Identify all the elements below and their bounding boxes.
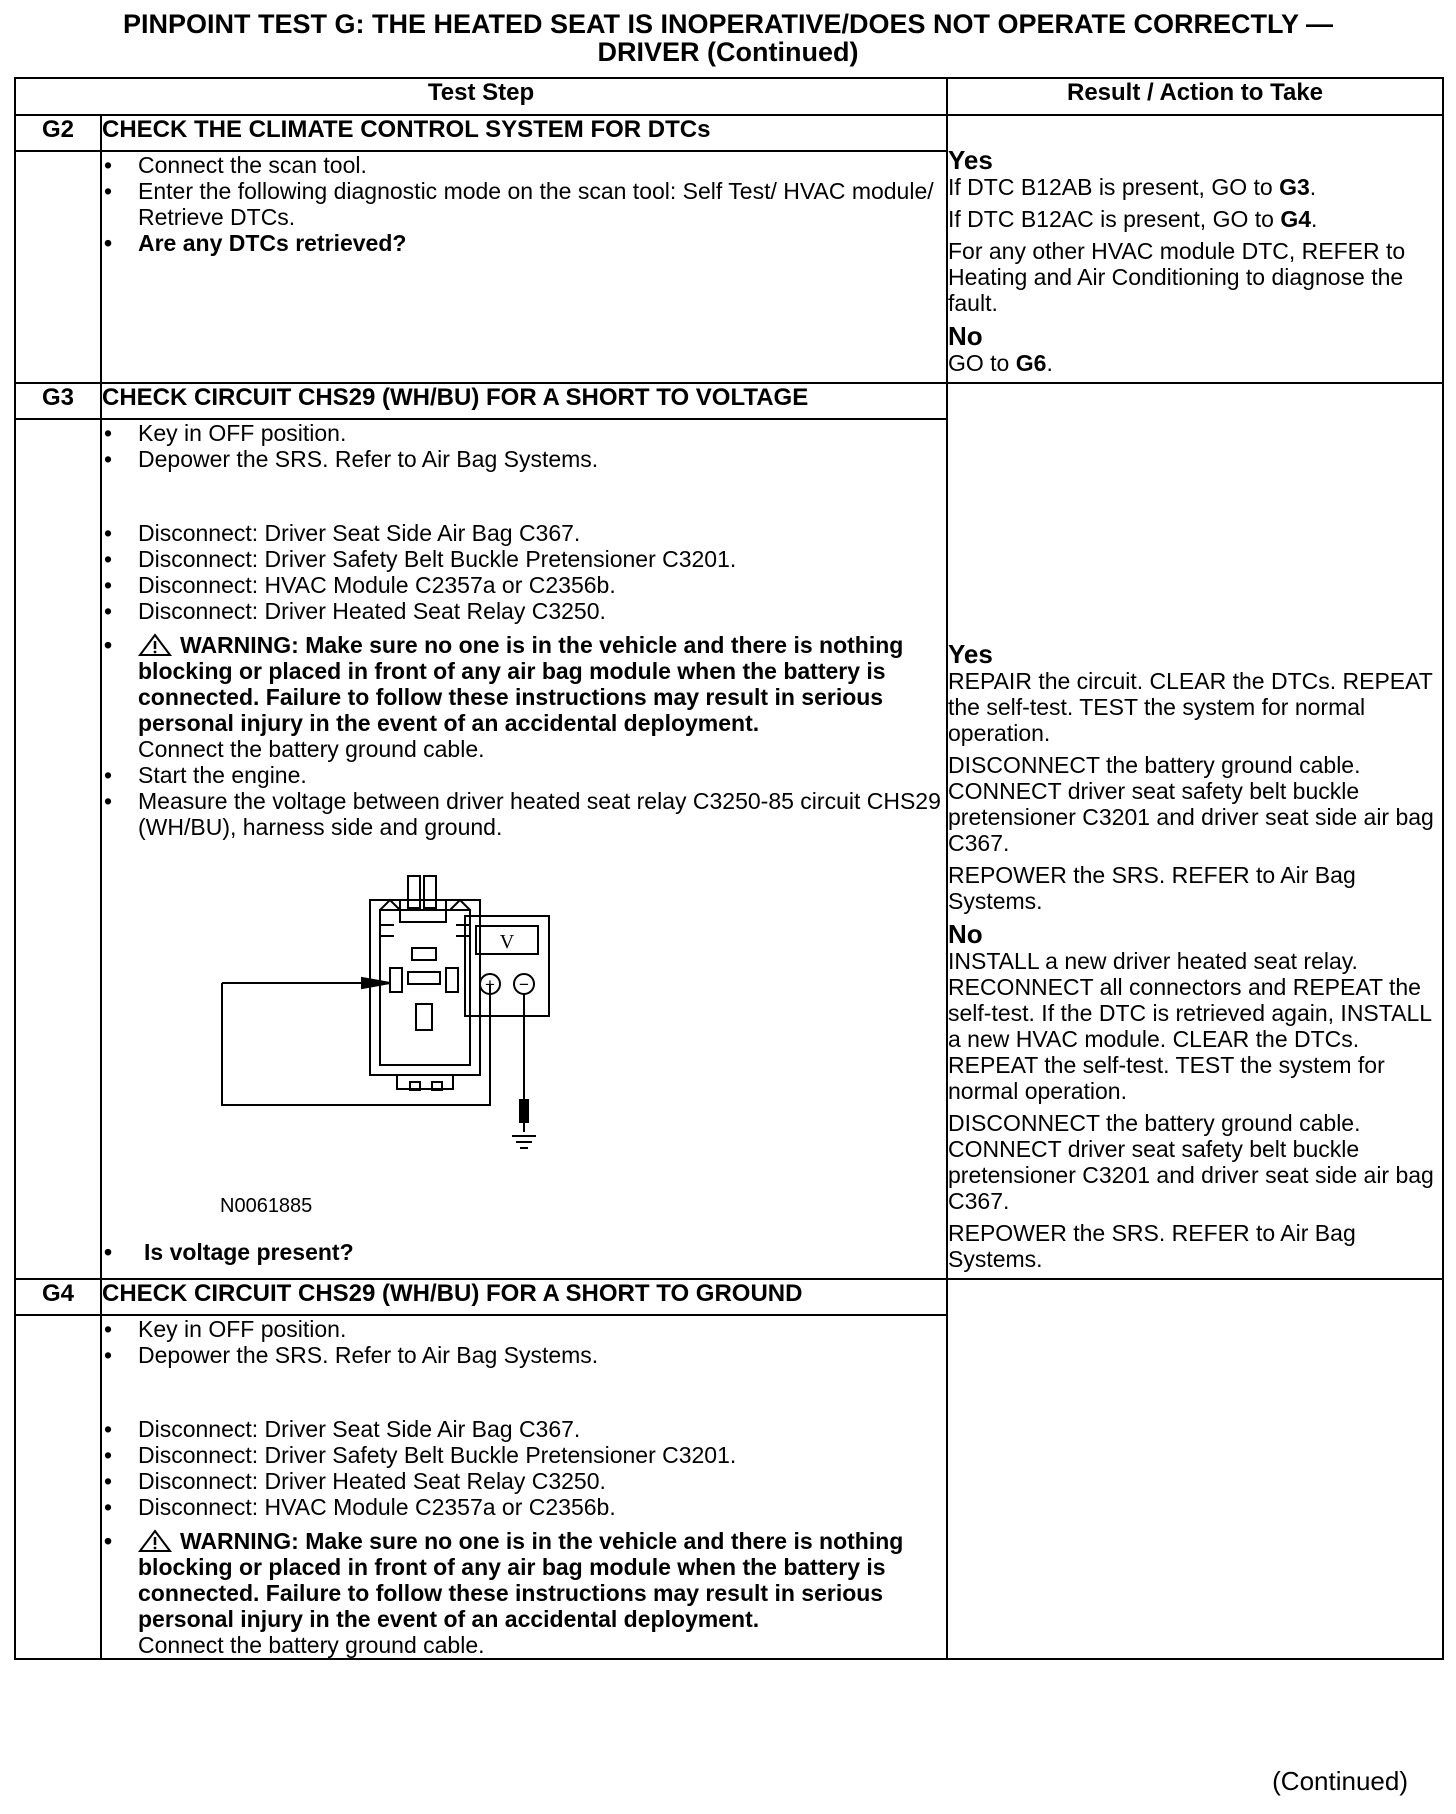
- result-g4: [947, 1279, 1443, 1659]
- g3-step-b2: • Disconnect: Driver Safety Belt Buckle Pretensioner C3201.: [102, 546, 946, 572]
- g2-no-label: No: [948, 321, 983, 351]
- g2-step-1: • Connect the scan tool.: [102, 152, 946, 178]
- step-title-g2: CHECK THE CLIMATE CONTROL SYSTEM FOR DTCs: [101, 115, 947, 151]
- g4-step-b2: • Disconnect: Driver Safety Belt Buckle Pretensioner C3201.: [102, 1442, 946, 1468]
- g4-step-b1: • Disconnect: Driver Seat Side Air Bag C367.: [102, 1416, 946, 1442]
- step-title-g4: CHECK CIRCUIT CHS29 (WH/BU) FOR A SHORT TO GROUND: [101, 1279, 947, 1315]
- g3-step-a2: • Depower the SRS. Refer to Air Bag Systems.: [102, 446, 946, 472]
- g3-step-b1: • Disconnect: Driver Seat Side Air Bag C367.: [102, 520, 946, 546]
- result-g2: [947, 115, 1443, 383]
- g3-step-a1: • Key in OFF position.: [102, 420, 946, 446]
- g3-no-p3: REPOWER the SRS. REFER to Air Bag Systems.: [948, 1220, 1356, 1272]
- meter-plus: +: [485, 975, 495, 994]
- g3-after-warning: Connect the battery ground cable.: [138, 736, 485, 762]
- g3-no-p2: DISCONNECT the battery ground cable. CONNECT driver seat safety belt buckle pretensioner C3201 and driver seat side air bag C367.: [948, 1110, 1434, 1214]
- warning-triangle-icon: [138, 633, 172, 657]
- g3-no-label: No: [948, 919, 983, 949]
- g4-step-a2: • Depower the SRS. Refer to Air Bag Systems.: [102, 1342, 946, 1368]
- page-title: [0, 10, 1456, 66]
- g4-step-a1: • Key in OFF position.: [102, 1316, 946, 1342]
- page-title-line-2: DRIVER (Continued): [597, 37, 859, 67]
- step-g3-title-row: [15, 383, 1443, 419]
- pinpoint-test-table: [14, 77, 1444, 1660]
- figure-id: N0061885: [220, 1195, 313, 1217]
- g4-step-b4: • Disconnect: HVAC Module C2357a or C2356b.: [102, 1494, 946, 1520]
- g3-step-c2: • Measure the voltage between driver heated seat relay C3250-85 circuit CHS29 (WH/BU), harness side and ground.: [102, 788, 946, 840]
- step-body-g4: [101, 1315, 947, 1659]
- g3-step-b4: • Disconnect: Driver Heated Seat Relay C3250.: [102, 598, 946, 624]
- relay-connector: [370, 900, 480, 1075]
- g3-yes-p1: REPAIR the circuit. CLEAR the DTCs. REPEAT the self-test. TEST the system for normal operation.: [948, 668, 1433, 746]
- table-header-row: [15, 78, 1443, 115]
- continued-footer: (Continued): [1272, 1766, 1408, 1796]
- g4-warning: • WARNING: Make sure no one is in the vehicle and there is nothing blocking or placed in front of any air bag module when the battery is connected. Failure to follow these instructions may result in serious personal injury in the event of an accidental deployment.: [102, 1528, 946, 1632]
- step-g2-title-row: [15, 115, 1443, 151]
- meter-label: V: [499, 931, 515, 953]
- step-body-g2: [101, 151, 947, 383]
- g3-step-c1: • Start the engine.: [102, 762, 946, 788]
- step-g4-title-row: [15, 1279, 1443, 1315]
- g3-warning: • WARNING: Make sure no one is in the vehicle and there is nothing blocking or placed in front of any air bag module when the battery is connected. Failure to follow these instructions may result in serious personal injury in the event of an accidental deployment.: [102, 632, 946, 736]
- g3-yes-p2: DISCONNECT the battery ground cable. CONNECT driver seat safety belt buckle pretensioner C3201 and driver seat side air bag C367.: [948, 752, 1434, 856]
- g3-yes-p3: REPOWER the SRS. REFER to Air Bag Systems.: [948, 862, 1356, 914]
- warning-triangle-icon: [138, 1529, 172, 1553]
- g2-no-line: GO to G6.: [948, 350, 1053, 376]
- g2-step-2: • Enter the following diagnostic mode on the scan tool: Self Test/ HVAC module/ Retrieve DTCs.: [102, 178, 946, 230]
- step-code-g3: G3: [15, 383, 101, 419]
- page-title-line-1: PINPOINT TEST G: THE HEATED SEAT IS INOPERATIVE/DOES NOT OPERATE CORRECTLY —: [122, 9, 1334, 39]
- step-code-g4: G4: [15, 1279, 101, 1315]
- g2-yes-line-2: If DTC B12AC is present, GO to G4.: [948, 206, 1318, 232]
- g3-no-p1: INSTALL a new driver heated seat relay. RECONNECT all connectors and REPEAT the self-test. If the DTC is retrieved again, INSTALL a new HVAC module. CLEAR the DTCs. REPEAT the self-test. TEST the system for normal operation.: [948, 948, 1432, 1104]
- g2-yes-line-3: For any other HVAC module DTC, REFER to Heating and Air Conditioning to diagnose the fault.: [948, 238, 1406, 316]
- g2-yes-line-1: If DTC B12AB is present, GO to G3.: [948, 174, 1317, 200]
- result-g3: [947, 383, 1443, 1279]
- g4-after-warning: Connect the battery ground cable.: [138, 1632, 485, 1658]
- meter-minus: −: [519, 975, 529, 994]
- voltage-test-diagram: [212, 870, 812, 1180]
- g3-yes-label: Yes: [948, 639, 993, 669]
- g2-question: • Are any DTCs retrieved?: [102, 230, 946, 256]
- step-title-g3: CHECK CIRCUIT CHS29 (WH/BU) FOR A SHORT TO VOLTAGE: [101, 383, 947, 419]
- header-result-action: Result / Action to Take: [947, 78, 1443, 115]
- step-body-g3: [101, 419, 947, 1279]
- g3-step-b3: • Disconnect: HVAC Module C2357a or C2356b.: [102, 572, 946, 598]
- g4-step-b3: • Disconnect: Driver Heated Seat Relay C3250.: [102, 1468, 946, 1494]
- g2-yes-label: Yes: [948, 145, 993, 175]
- g3-question: • Is voltage present?: [102, 1239, 946, 1265]
- step-code-g2: G2: [15, 115, 101, 151]
- header-test-step: Test Step: [15, 78, 947, 115]
